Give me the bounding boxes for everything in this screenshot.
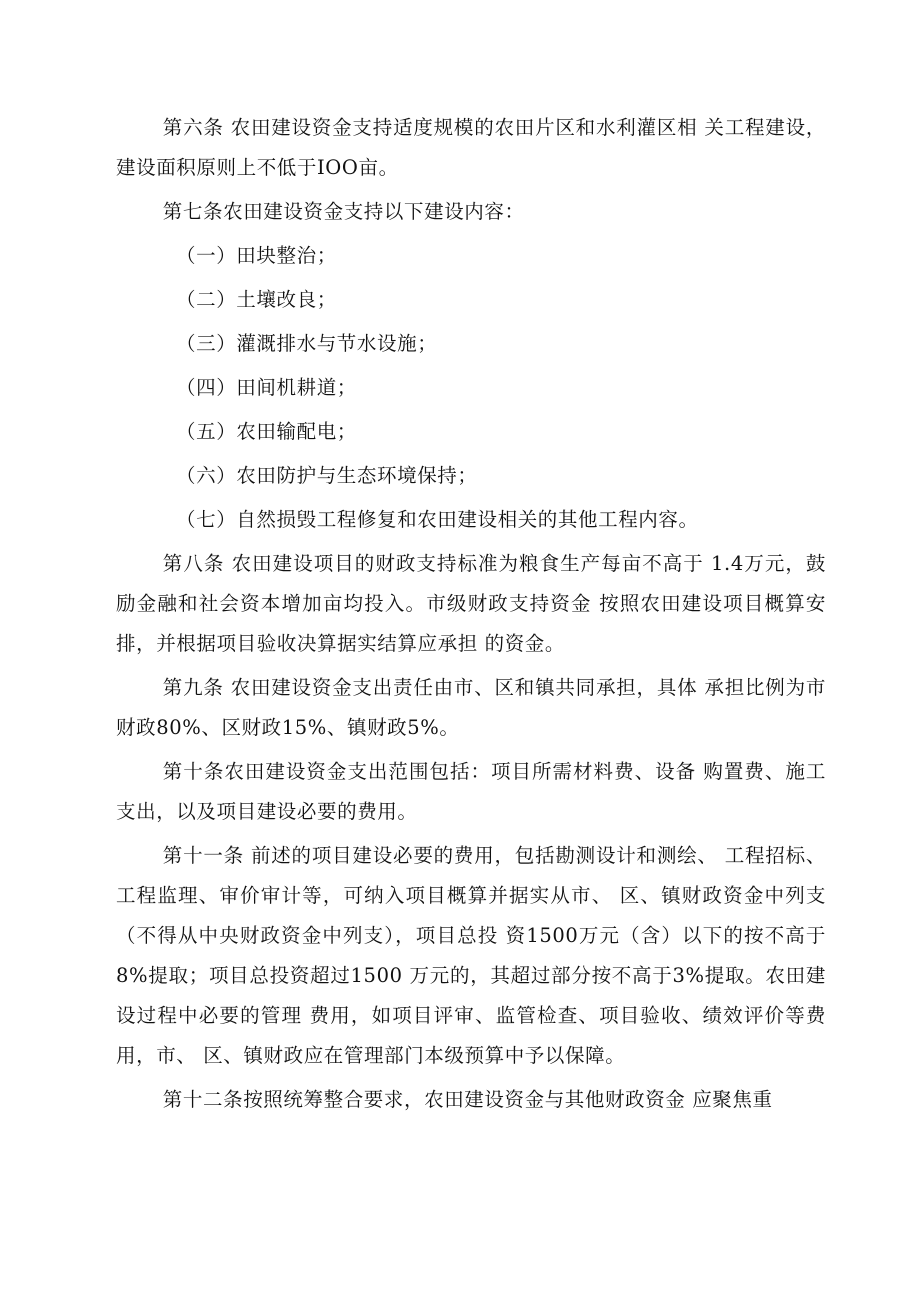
article-10: 第十条农田建设资金支出范围包括：项目所需材料费、设备 购置费、施工支出，以及项目建设必要的费用。 (116, 760, 826, 823)
list-item: （四）田间机耕道； (176, 376, 357, 399)
article-11: 第十一条 前述的项目建设必要的费用，包括勘测设计和测绘、 工程招标、工程监理、审价审计等，可纳入项目概算并据实从市、 区、镇财政资金中列支（不得从中央财政资金中列支），项目总投 资1500万元（含）以下的按不高于8%提取；项目总投资超过1500 万元的，其超过部分按不高于3%提取。农田建设过程中必要的管理 费用，如项目评审、监管检查、项目验收、绩效评价等费用，市、 区、镇财政应在管理部门本级预算中予以保障。 (116, 844, 826, 1067)
list-item: （一）田块整治； (176, 244, 337, 267)
document-body (116, 108, 826, 1120)
article-12: 第十二条按照统筹整合要求，农田建设资金与其他财政资金 应聚焦重 (162, 1088, 773, 1111)
list-item: （五）农田输配电； (176, 420, 357, 443)
list-item: （七）自然损毁工程修复和农田建设相关的其他工程内容。 (176, 508, 699, 531)
article-8: 第八条 农田建设项目的财政支持标准为粮食生产每亩不高于 1.4万元，鼓励金融和社会资本增加亩均投入。市级财政支持资金 按照农田建设项目概算安排，并根据项目验收决算据实结算应承担 的资金。 (116, 552, 826, 655)
article-9: 第九条 农田建设资金支出责任由市、区和镇共同承担，具体 承担比例为市财政80%、区财政15%、镇财政5%。 (116, 676, 826, 739)
list-item: （六）农田防护与生态环境保持； (176, 464, 478, 487)
article-6: 第六条 农田建设资金支持适度规模的农田片区和水利灌区相 关工程建设，建设面积原则上不低于IOO亩。 (116, 116, 826, 179)
list-item: （三）灌溉排水与节水设施； (176, 332, 438, 355)
article-7: 第七条农田建设资金支持以下建设内容： (162, 200, 525, 223)
list-item: （二）土壤改良； (176, 288, 337, 311)
